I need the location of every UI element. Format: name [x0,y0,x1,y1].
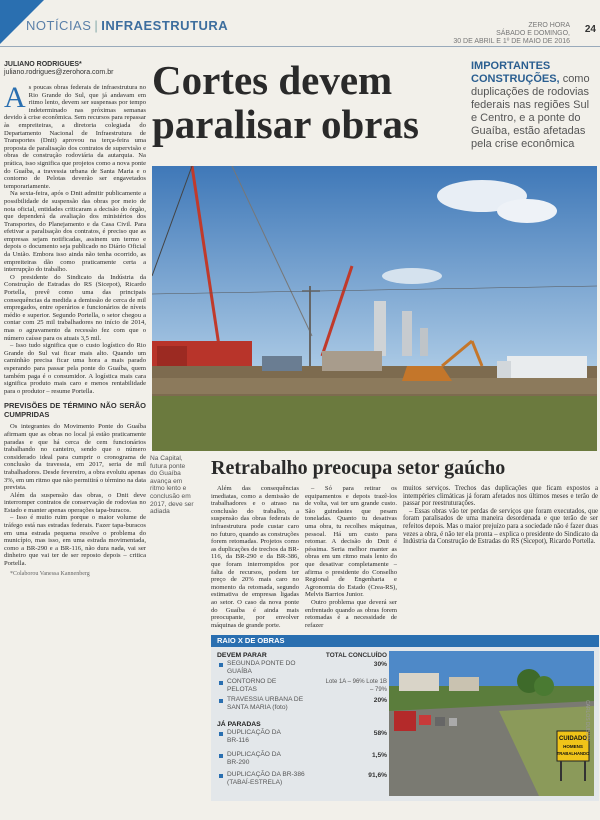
row-value: 1,5% [371,752,387,759]
edition-info [453,22,570,46]
paragraph: s poucas obras federais de infraestrutura no Rio Grande do Sul, que já andavam em ritmo lento, devem ser suspensas por tempo indeterminado nas próximas semanas devido à crise econômica. Sem recursos para repassar às empreiteiras, a diretoria colegiada do Departamento Nacional de Infraestrutura de Transportes (Dnit) aprovou na terça-feira uma proposta de paralisação dos contratos de supervisão e obras de construção rodoviária da autarquia. Na prática, isso significa que projetos como a nova ponte do Guaíba, a travessia urbana de Santa Maria e o contorno de Pelotas deverão ser engavetados temporariamente. [4,84,146,190]
row-value: 91,6% [368,772,387,779]
bullet-icon [219,774,223,778]
bullet-icon [219,681,223,685]
headline: Cortes devem paralisar obras [152,57,419,147]
dropcap: A [4,84,26,114]
article-column-1 [4,84,146,806]
sub-headline: Retrabalho preocupa setor gaúcho [211,457,506,479]
bullet-icon [219,754,223,758]
bullet-icon [219,732,223,736]
row-value: 20% [373,697,387,704]
author-email: juliano.rodrigues@zerohora.com.br [4,69,114,76]
article-column-2 [211,485,299,631]
paragraph: Os integrantes do Movimento Ponte do Guaíba afirmam que as obras no local já estão praticamente paradas e que há cerca de cem funcionários trabalhando no canteiro, sendo que o número considerado ideal para cumprir o cronograma de conclusão da travessia, em 2017, seria de mil trabalhadores. Desde fevereiro, a obra evoluiu apenas 3%, em um ritmo que não permitirá o término na data prevista. [4,423,146,492]
author-name: JULIANO RODRIGUES* [4,61,82,68]
info-box-title: RAIO X DE OBRAS [211,635,599,647]
info-box-table [217,651,387,791]
info-box [211,635,599,801]
row-extra: Lote 1A – 96% Lote 1B – 79% [325,679,387,693]
row-value: 58% [373,730,387,737]
construction-photo [152,166,597,451]
article-column-3 [305,485,397,631]
deck-lead: IMPORTANTES CONSTRUÇÕES, [471,60,560,85]
bullet-icon [219,663,223,667]
section-title: JÁ PARADAS [217,721,261,728]
paragraph: – Só para retirar os equipamentos e depois trazê-los de volta, vai ter um grande custo. São guindastes que pesam toneladas. Quanto tu desativas uma obra, tu recolhes máquinas, pessoal. Há um custo para retomar. A decisão do Dnit é péssima. Seria melhor manter as obras em um ritmo mais lento do que desativar completamente – afirma o presidente do Conselho Regional de Engenharia e Agronomia do Estado (Crea-RS), Melvis Barrios Junior. [305,485,397,599]
paragraph: Além das consequências imediatas, como a demissão de trabalhadores e o atraso na conclusão do trabalho, a suspensão das obras federais de infraestrutura pode custar caro no futuro, quando as construções forem retomadas. Projetos como as duplicações de trechos da BR-116, da BR-290 e da BR-386, que foram interrompidos por falta de recursos, podem ter preço de 20% mais caro no momento da retomada, segundo estimativa de empresas ligadas ao setor. O caso da nova ponte do Guaíba é ainda mais preocupante, por envolver máquinas de grande porte. [211,485,299,629]
column-header: TOTAL CONCLUÍDO [325,652,387,659]
paper-name: ZERO HORA [528,22,570,29]
section-row [217,720,387,729]
row-value: 30% [373,661,387,668]
sign-text: HOMENS [563,744,583,749]
section-row [217,651,387,660]
row-name: DUPLICAÇÃO DA BR-386 (TABAÍ-ESTRELA) [227,771,305,786]
row-name: SEGUNDA PONTE DO GUAÍBA [227,660,296,675]
table-row [217,678,387,696]
paragraph: Outro problema que deverá ser enfrentado quando as obras forem retomadas é a necessidade de refazer [305,598,397,629]
table-row [217,660,387,678]
section-name: NOTÍCIAS [26,18,92,33]
edition-date-line1: SÁBADO E DOMINGO, [496,30,570,37]
article-column-4 [403,485,598,631]
paragraph: – Isso é muito ruim porque o maior volume de tráfego está nas estradas federais. Fazer tapa-buracos em uma estrada pequena resolve o problema do município, mas isso, em uma estrada movimentada, como a BR-290 e a BR-116, não dura nada, vai ser dinheiro que vai ter de ser reposto depois – critica Portella. [4,514,146,568]
table-row [217,696,387,720]
table-row [217,771,387,791]
paragraph: – Essas obras vão ter perdas de serviços que foram executados, que foram paralisados de uma maneira desordenada e que terão de ser refeitos depois. Mas o maior prejuízo para a sociedade não é fazer duas vezes a obra, é não ter ela pronta – explica o presidente do Sindicato da Indústria da Construção de Estradas do RS (Sicepot), Ricardo Portella. [403,507,598,546]
subhead: PREVISÕES DE TÉRMINO NÃO SERÃO CUMPRIDAS [4,401,146,420]
table-row [217,729,387,751]
footnote: *Colaborou Vanessa Kannenberg [10,570,90,577]
section-title: DEVEM PARAR [217,652,267,659]
photo-credit: CARLOS DUBOIS [584,700,590,742]
table-row [217,751,387,771]
sign-text: TRABALHANDO [556,751,590,756]
edition-date-line2: 30 DE ABRIL E 1º DE MAIO DE 2016 [453,38,570,45]
row-name: DUPLICAÇÃO DA BR-290 [227,751,281,766]
paragraph: Na sexta-feira, após o Dnit admitir publicamente a possibilidade de suspensão das obras por meio de nota oficial, entidades criticaram a decisão do órgão, que dependerá da avaliação dos ministérios dos Transportes, do Planejamento e da Casa Civil. Para efetivar a paralisação dos contratos, é preciso que as empresas sejam notificadas, assinem um termo e depois o documento seja publicado no Diário Oficial da União. Embora isso ainda não tenha ocorrido, as empreiteiras dão como praticamente certa a interrupção do trabalho. [4,190,146,274]
deck-text: como duplicações de rodovias federais nas regiões Sul e Centro, e a ponte do Guaíba, estão afetadas pela crise econômica [471,73,590,150]
photo-caption: Na Capital, futura ponte do Guaíba avança em ritmo lento e conclusão em 2017, deve ser adiada [150,455,194,516]
paragraph: O presidente do Sindicato da Indústria da Construção de Estradas do RS (Sicepot), Ricardo Portella, prevê como uma das principais consequências da medida a demissão de cerca de mil empregados, entre operários e funcionários de níveis médio e superior. Segundo Portella, o setor chegou a contar com 25 mil trabalhadores no início de 2014, mas o agravamento da recessão fez com que o número caísse para os atuais 3,5 mil. [4,273,146,342]
paragraph: muitos serviços. Trechos das duplicações que ficam expostos a intempéries climáticas já foram afetados nos últimos meses e terão de passar por reestruturações. [403,485,598,508]
santa-maria-photo [389,651,594,796]
paragraph: Além da suspensão das obras, o Dnit deve interromper contratos de conservação de rodovias no Estado e manter apenas operações tapa-buracos. [4,491,146,514]
header-divider [0,46,600,47]
sign-text: CUIDADO [559,736,587,742]
row-name: TRAVESSIA URBANA DE SANTA MARIA (foto) [227,696,304,711]
deck [471,60,597,151]
page-number: 24 [584,24,596,35]
subsection-name: INFRAESTRUTURA [101,18,229,33]
paragraph: – Isso tudo significa que o custo logístico do Rio Grande do Sul vai ficar mais alto. Quando um caminhão precisa ficar uma hora a mais parado esperando para passar pela ponte do Guaíba, quem também paga é o consumidor. A logística mais cara significa produto mais caro e menos rentabilidade para o produtor – resume Portella. [4,342,146,395]
row-name: DUPLICAÇÃO DA BR-116 [227,729,281,744]
page-header [0,0,600,44]
byline [4,61,113,77]
row-name: CONTORNO DE PELOTAS [227,678,277,693]
section-label: NOTÍCIAS | INFRAESTRUTURA [26,18,229,33]
bullet-icon [219,699,223,703]
